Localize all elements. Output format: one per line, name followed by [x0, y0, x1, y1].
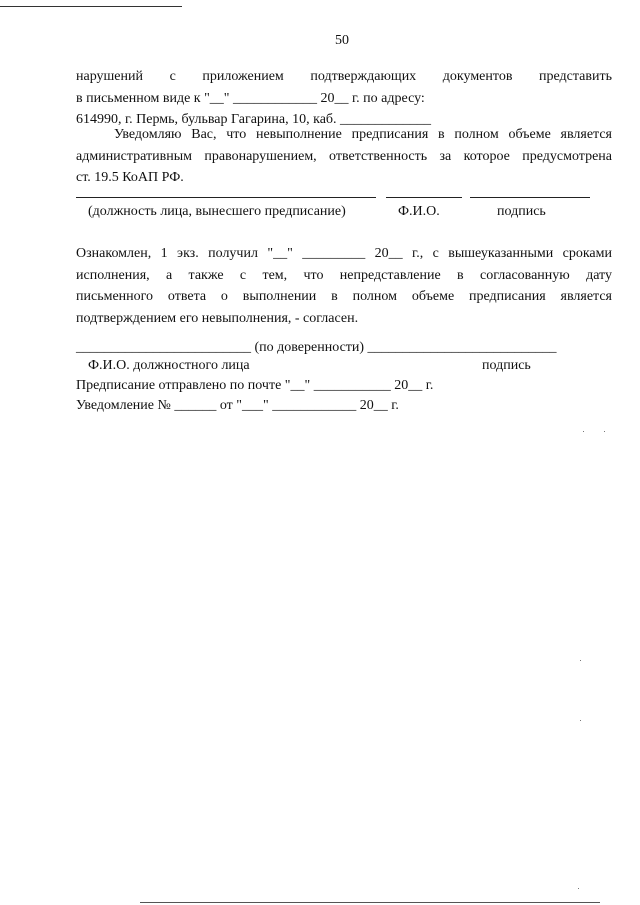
address-line: 614990, г. Пермь, бульвар Гагарина, 10, каб. _____________: [76, 112, 432, 127]
notice-number-line: Уведомление № ______ от "___" ____________ 20__ г.: [76, 398, 399, 413]
scan-speck: [580, 720, 581, 721]
notice-line-1: Уведомляю Вас, что невыполнение предписания в полном объеме является: [114, 127, 612, 142]
acknowledgement-line-4: подтверждением его невыполнения, - согласен.: [76, 310, 359, 326]
notice-line-2: административным правонарушением, ответственность за которое предусмотрена: [76, 148, 612, 164]
proxy-signature-line: _________________________ (по доверенности) ___________________________: [76, 340, 557, 355]
scan-speck: [604, 431, 605, 432]
acknowledgement-line-1: Ознакомлен, 1 экз. получил "__" _________ 20__ г., с вышеуказанными сроками: [76, 246, 612, 261]
name-caption: Ф.И.О.: [398, 204, 440, 219]
mail-sent-line: Предписание отправлено по почте "__" ___________ 20__ г.: [76, 378, 434, 393]
deadline-line-2: в письменном виде к "__" ____________ 20__ г. по адресу:: [76, 90, 425, 106]
signature-caption: подпись: [497, 204, 546, 219]
signature-line: [470, 197, 590, 198]
footer-rule: [140, 902, 600, 903]
header-rule: [0, 6, 182, 7]
notice-paragraph: [76, 124, 612, 189]
acknowledgement-paragraph: [76, 243, 612, 329]
name-signature-line: [386, 197, 462, 198]
deadline-paragraph: [76, 66, 612, 131]
acknowledgement-line-2: исполнения, а также с тем, что непредставление в согласованную дату: [76, 267, 612, 283]
scan-speck: [580, 660, 581, 661]
official-name-caption: Ф.И.О. должностного лица: [88, 358, 250, 373]
notice-line-3: ст. 19.5 КоАП РФ.: [76, 170, 184, 185]
acknowledgement-line-3: письменного ответа о выполнении в полном объеме предписания является: [76, 289, 612, 304]
position-caption: (должность лица, вынесшего предписание): [88, 204, 346, 219]
official-signature-caption: подпись: [482, 358, 531, 373]
scan-speck: [578, 888, 579, 889]
page-number: 50: [335, 33, 349, 48]
deadline-line-1: нарушений с приложением подтверждающих документов представить: [76, 69, 612, 84]
position-signature-line: [76, 197, 376, 198]
scan-speck: [583, 431, 584, 432]
